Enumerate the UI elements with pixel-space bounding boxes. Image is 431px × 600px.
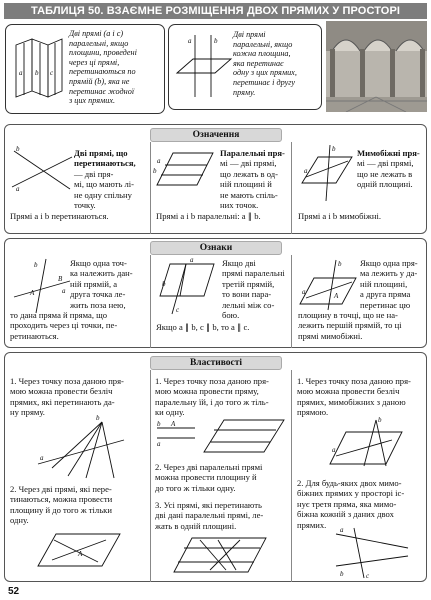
svg-text:B: B [58,275,63,283]
parallel-lines-in-plane-figure [202,416,286,456]
intro-text-2: Дві прямі паралельні, якщо кожна площина, яка перетинає одну з цих прямих, перетинає і другу пряму. [233,30,297,97]
intersecting-planes-figure [10,35,70,105]
label-b: b [35,69,39,77]
intro-box-plane-crossing [168,24,322,110]
def-parallel-text: Паралельні пря- мі — дві прямі, що лежать в од- ній площині й не мають спіль- них точок. [220,148,285,211]
svg-text:b: b [162,280,166,288]
sign-skew-text-cont: площину в точці, що не на- лежить першій прямій, то ці прямі мимобіжні. [298,310,402,341]
svg-text:a: a [188,37,192,45]
svg-text:a: a [332,446,336,454]
signs-heading: Ознаки [150,241,282,255]
svg-text:b: b [332,145,336,153]
svg-text:a: a [16,185,20,193]
transversals-plane-figure [170,534,270,576]
svg-text:a: a [62,287,66,295]
architecture-photo [326,21,427,112]
svg-text:b: b [214,37,218,45]
svg-text:A: A [78,550,83,558]
parallel-lines-plane-figure [155,145,215,195]
svg-text:a: a [302,288,306,296]
def-skew-example: Прямі a і b мимобіжні. [298,211,381,221]
svg-text:b: b [157,420,161,428]
svg-text:A: A [30,289,35,297]
def-skew-text: Мимобіжні пря- мі — дві прямі, що не лежать в одній площині. [357,148,420,190]
intro-text-1: Дві прямі (a і c) паралельні, якщо площини, проведені через ці прямі, перетинаються по прямій (b), яка не перетинає жодної з цих прямих. [69,29,137,106]
plane-two-lines-figure [34,530,124,570]
svg-text:c: c [176,306,180,314]
svg-text:a: a [340,526,344,534]
prop-skew-2-text: 2. Для будь-яких двох мимо- біжних прямих у просторі іс- нує третя пряма, яка мимо- біжна кожній з даних двох прямих. [297,478,405,530]
svg-text:b: b [153,167,157,175]
svg-text:b: b [378,416,382,424]
svg-text:A: A [171,420,176,428]
skew-lines-figure [298,143,356,203]
three-skew-lines-figure [334,526,410,580]
page-number: 52 [8,586,20,597]
svg-text:a: a [157,157,161,165]
pencil-of-lines-figure [38,414,128,480]
sign-intersecting-text-cont: то дана пряма й пряма, що проходить через ці точки, пе- ретинаються. [10,310,118,341]
plane-crossing-figure [173,31,233,101]
prop-skew-1-text: 1. Через точку поза даною пря- мою можна провести безліч прямих, мимобіжних з даною прямою. [297,376,411,418]
sign-intersecting-text: Якщо одна точ- ка належить дан- ній прямій, а друга точка ле- жить поза нею, [70,258,133,310]
svg-text:a: a [190,256,194,264]
svg-text:a: a [157,440,161,448]
svg-text:b: b [338,260,342,268]
label-a: a [19,69,23,77]
prop-parallel-1-text: 1. Через точку поза даною пря- мою можна провести пряму, паралельну їй, і до того ж тіль- ки одну. [155,376,269,418]
table-title: ТАБЛИЦЯ 50. ВЗАЄМНЕ РОЗМІЩЕННЯ ДВОХ ПРЯМИХ У ПРОСТОРІ [4,3,427,19]
svg-text:A: A [334,292,339,300]
intersecting-lines-figure [10,145,75,200]
sign-parallel-example: Якщо a ∥ b, c ∥ b, то a ∥ c. [156,322,250,332]
prop-intersect-2-text: 2. Через дві прямі, які пере- тинаються, можна провести площину й до того ж тільки одну. [10,484,113,526]
svg-text:c: c [366,572,370,580]
def-intersecting-text: Дві прямі, що перетинаються, — дві пря- мі, що мають лі- не одну спільну точку. [74,148,136,211]
definitions-heading: Означення [150,128,282,142]
unique-parallel-figure [157,420,197,448]
svg-text:b: b [34,261,38,269]
svg-text:a: a [304,167,308,175]
prop-parallel-2-text: 2. Через дві паралельні прямі можна провести площину й до того ж тільки одну. [155,462,263,493]
point-off-line-figure [12,255,72,317]
three-parallel-lines-figure [156,256,218,316]
def-parallel-example: Прямі a і b паралельні: a ∥ b. [156,211,261,221]
sign-parallel-text: Якщо дві прямі паралельні третій прямій, то вони пара- лельні між со- бою. [222,258,285,321]
properties-heading: Властивості [150,356,282,370]
prop-intersect-1-text: 1. Через точку поза даною пря- мою можна провести безліч прямих, які перетинають да- ну пряму. [10,376,124,418]
svg-text:b: b [16,145,20,153]
sign-skew-text: Якщо одна пря- ма лежить у да- ній площині, а друга пряма перетинає цю [360,258,418,310]
svg-text:b: b [340,570,344,578]
intro-box-parallel-planes [5,24,165,114]
svg-text:a: a [40,454,44,462]
def-intersecting-example: Прямі a і b перетинаються. [10,211,109,221]
skew-sign-figure [298,258,358,313]
label-c: c [50,69,54,77]
skew-pencil-figure [326,418,406,468]
svg-text:b: b [96,414,100,422]
prop-parallel-3-text: 3. Усі прямі, які перетинають дві дані паралельні прямі, ле- жать в одній площині. [155,500,264,531]
